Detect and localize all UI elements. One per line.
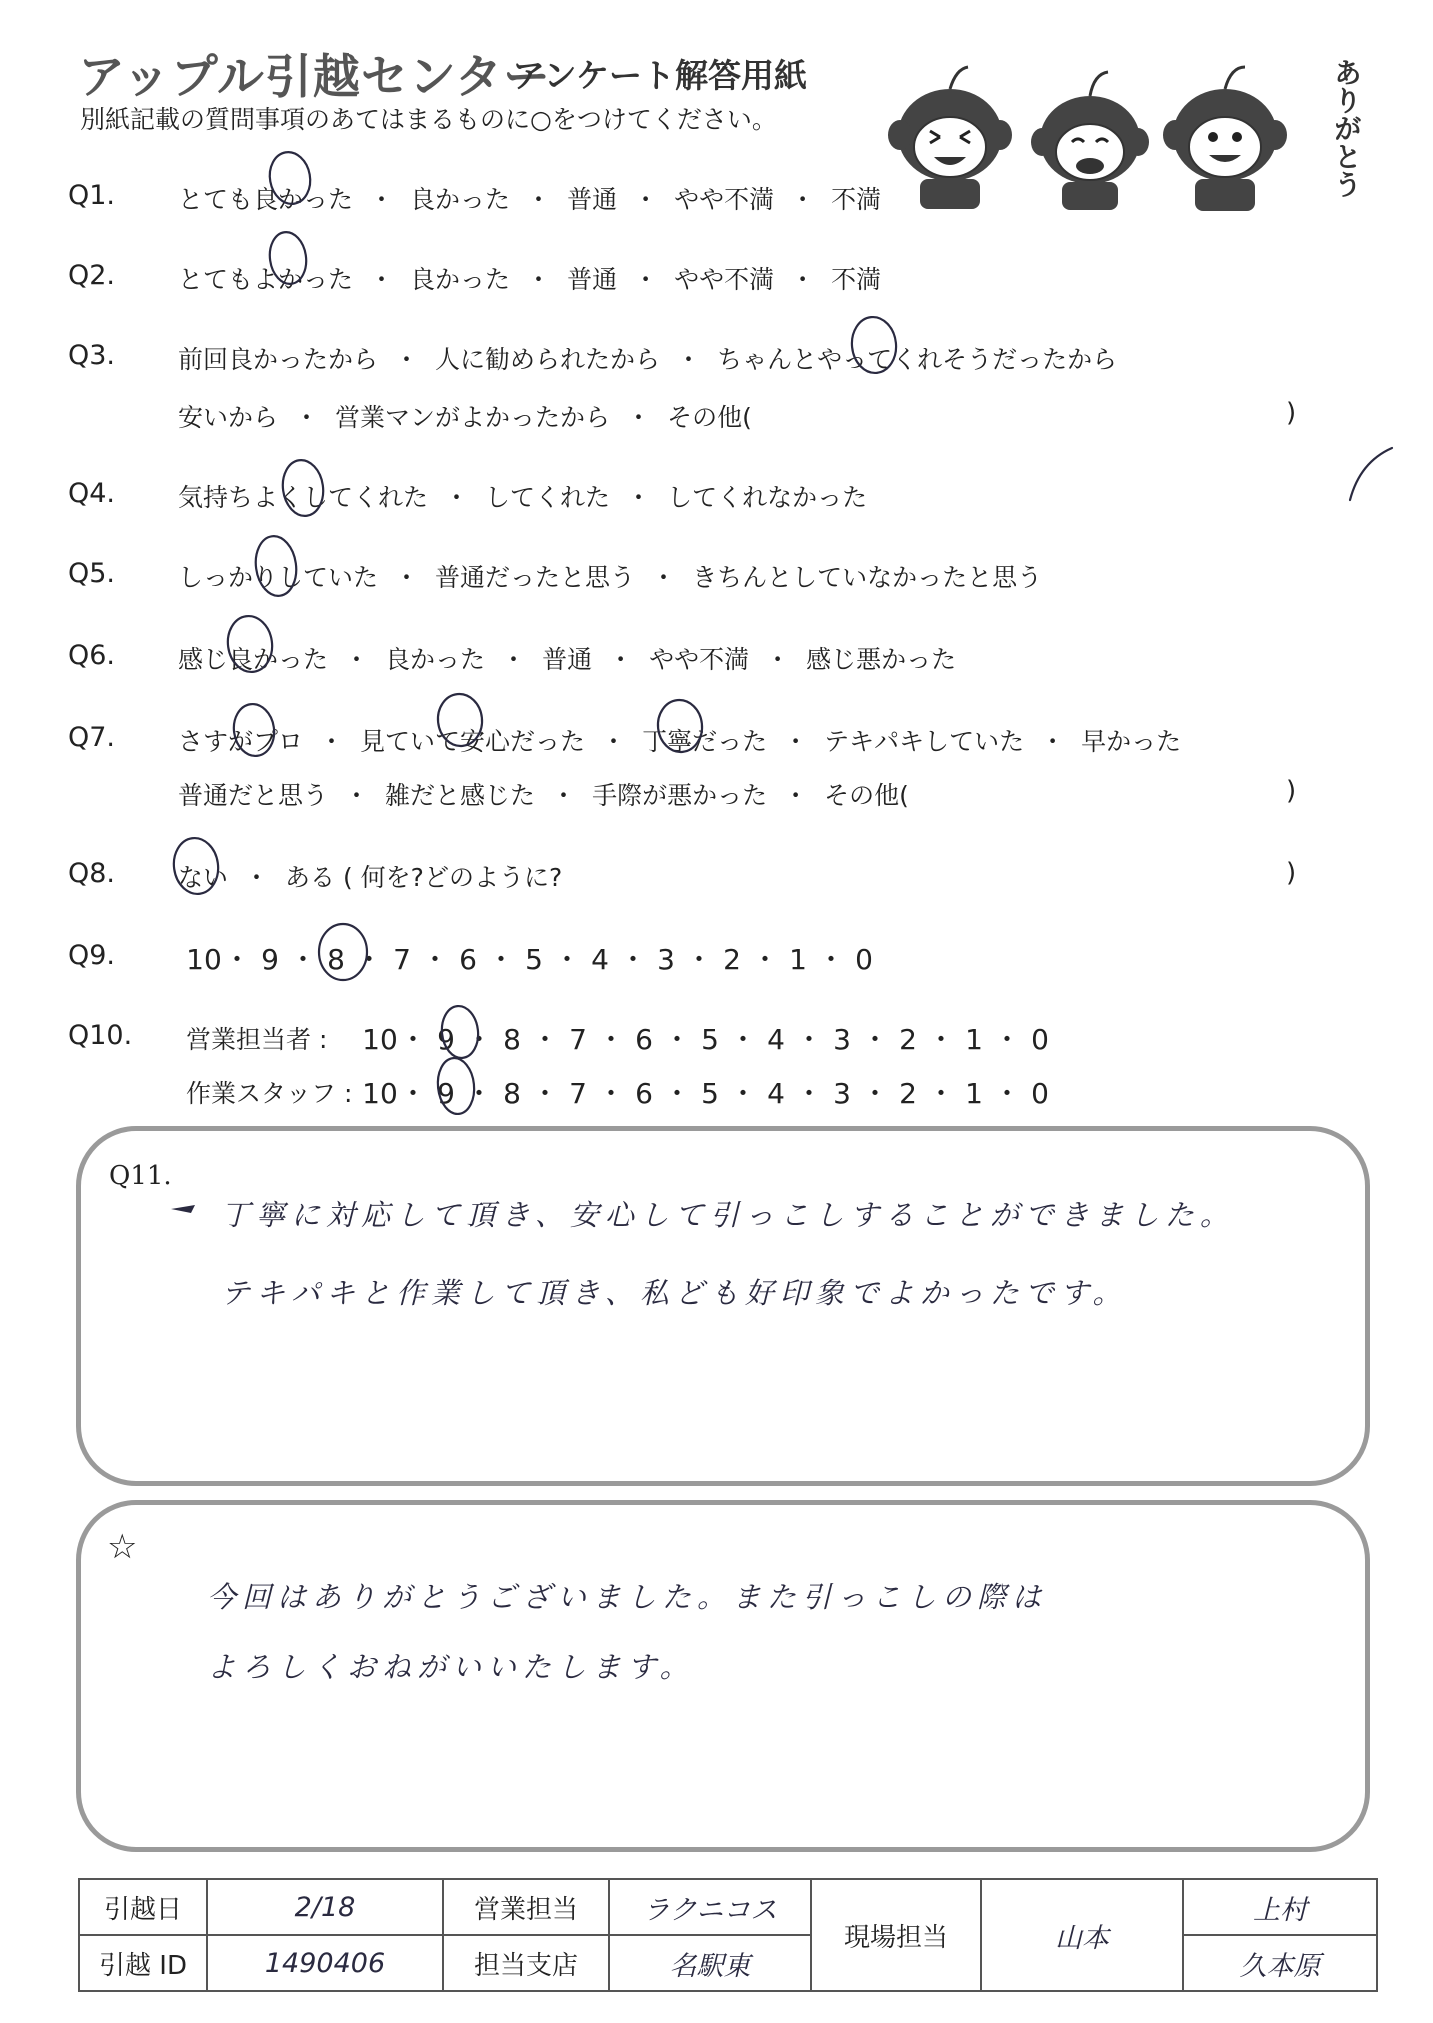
q10-sales-score[interactable]: 1 [965, 1023, 983, 1056]
q5-label: Q5. [68, 558, 116, 589]
move-id-label: 引越 ID [79, 1935, 207, 1991]
star-icon: ☆ [107, 1527, 138, 1567]
q6-option[interactable]: 感じ良かった [178, 645, 329, 674]
pen-dot-icon [169, 1201, 199, 1217]
q8-options: ない ・ ある ( 何を?どのように? [178, 863, 563, 892]
note-comment-line-2: よろしくおねがいいたします。 [207, 1650, 695, 1684]
q9-score[interactable]: 10 [186, 943, 222, 976]
q5-option[interactable]: しっかりしていた [178, 563, 379, 592]
move-date-label: 引越日 [79, 1879, 207, 1935]
q10-staff-score[interactable]: 0 [1031, 1077, 1049, 1110]
q1-label: Q1. [68, 180, 116, 211]
q9-score[interactable]: 1 [789, 943, 807, 976]
q4-option[interactable]: 気持ちよくしてくれた [178, 483, 429, 512]
q7-option[interactable]: 手際が悪かった [592, 781, 768, 810]
q9-scale: 10・ 9 ・ 8 ・ 7 ・ 6 ・ 5 ・ 4 ・ 3 ・ 2 ・ 1 ・ 0 [186, 938, 882, 978]
q3-options-row2: 安いから ・ 営業マンがよかったから ・ その他( [178, 403, 752, 432]
sales-rep-value: ラクニコス [609, 1879, 811, 1935]
stray-pen-mark [1350, 448, 1392, 500]
q7-option[interactable]: 早かった [1081, 727, 1182, 756]
q2-option[interactable]: とてもよかった [178, 265, 354, 294]
q10-sales-score[interactable]: 3 [833, 1023, 851, 1056]
q10-staff-score[interactable]: 8 [503, 1077, 521, 1110]
q5-option[interactable]: きちんとしていなかったと思う [692, 563, 1043, 592]
note-comment-line-1: 今回はありがとうございました。また引っこしの際は [207, 1580, 1048, 1614]
company-name: アップル引越センター [78, 50, 551, 105]
q7-option[interactable]: 雑だと感じた [385, 781, 536, 810]
site-staff-value-2: 上村 [1183, 1879, 1377, 1935]
q10-sales-score[interactable]: 7 [569, 1023, 587, 1056]
instruction-text: 別紙記載の質問事項のあてはまるものに○をつけてください。 [80, 105, 777, 134]
q3-option[interactable]: その他( [667, 403, 752, 432]
q10-staff-score[interactable]: 4 [767, 1077, 785, 1110]
q2-option[interactable]: 普通 [567, 265, 618, 294]
q10-sales-score[interactable]: 8 [503, 1023, 521, 1056]
q10-sales-score[interactable]: 5 [701, 1023, 719, 1056]
q3-option[interactable]: 前回良かったから [178, 345, 379, 374]
q9-score[interactable]: 3 [657, 943, 675, 976]
q10-staff-label: 作業スタッフ : [186, 1079, 353, 1108]
sales-rep-label: 営業担当 [443, 1879, 609, 1935]
q8-option[interactable]: ある ( 何を?どのように? [285, 863, 563, 892]
q8-option[interactable]: ない [178, 863, 229, 892]
q3-option[interactable]: 営業マンがよかったから [335, 403, 611, 432]
q4-label: Q4. [68, 478, 116, 509]
q7-options-row1: さすがプロ ・ 見ていて安心だった ・ 丁寧だった ・ テキパキしていた ・ 早かった [178, 727, 1182, 756]
q10-sales-scale: 10・ 9 ・ 8 ・ 7 ・ 6 ・ 5 ・ 4 ・ 3 ・ 2 ・ 1 ・ 0 [362, 1018, 1058, 1058]
q6-option[interactable]: 感じ悪かった [806, 645, 957, 674]
q6-option[interactable]: 良かった [385, 645, 486, 674]
q10-staff-score[interactable]: 2 [899, 1077, 917, 1110]
q2-option[interactable]: 不満 [831, 265, 882, 294]
q11-comment-line-1: 丁寧に対応して頂き、安心して引っこしすることができました。 [221, 1198, 1235, 1232]
q7-options-row2: 普通だと思う ・ 雑だと感じた ・ 手際が悪かった ・ その他( [178, 781, 909, 810]
q10-label: Q10. [68, 1020, 133, 1051]
q10-sales-label: 営業担当者 : [186, 1025, 328, 1054]
q11-comment-line-2: テキパキと作業して頂き、私ども好印象でよかったです。 [221, 1276, 1128, 1310]
q7-option[interactable]: 見ていて安心だった [360, 727, 586, 756]
q3-options-row1: 前回良かったから ・ 人に勧められたから ・ ちゃんとやってくれそうだったから [178, 345, 1118, 374]
q6-option[interactable]: やや不満 [649, 645, 750, 674]
q9-score[interactable]: 5 [525, 943, 543, 976]
q8-paren-close: ) [1286, 858, 1297, 888]
q2-label: Q2. [68, 260, 116, 291]
q1-option[interactable]: とても良かった [178, 185, 354, 214]
q3-paren-close: ) [1286, 398, 1297, 428]
monkey-1-icon [888, 67, 1012, 209]
branch-value: 名駅東 [609, 1935, 811, 1991]
q9-label: Q9. [68, 940, 116, 971]
branch-label: 担当支店 [443, 1935, 609, 1991]
q2-option[interactable]: 良かった [410, 265, 511, 294]
q8-label: Q8. [68, 858, 116, 889]
q10-sales-score[interactable]: 10 [362, 1023, 398, 1056]
monkey-3-icon [1163, 67, 1287, 211]
move-date-value: 2/18 [207, 1879, 443, 1935]
q10-staff-scale: 10・ 9 ・ 8 ・ 7 ・ 6 ・ 5 ・ 4 ・ 3 ・ 2 ・ 1 ・ 0 [362, 1072, 1058, 1112]
q10-sales-score[interactable]: 9 [437, 1023, 455, 1056]
q7-label: Q7. [68, 722, 116, 753]
q3-option[interactable]: ちゃんとやってくれそうだったから [717, 345, 1118, 374]
q10-staff-score[interactable]: 1 [965, 1077, 983, 1110]
q3-option[interactable]: 安いから [178, 403, 279, 432]
q3-label: Q3. [68, 340, 116, 371]
q10-staff-score[interactable]: 9 [437, 1077, 455, 1110]
q9-score[interactable]: 7 [393, 943, 411, 976]
q5-option[interactable]: 普通だったと思う [435, 563, 636, 592]
q10-sales-score[interactable]: 6 [635, 1023, 653, 1056]
q10-staff-score[interactable]: 7 [569, 1077, 587, 1110]
q6-options: 感じ良かった ・ 良かった ・ 普通 ・ やや不満 ・ 感じ悪かった [178, 645, 957, 674]
monkey-2-icon [1031, 72, 1149, 210]
site-staff-value-3: 久本原 [1183, 1935, 1377, 1991]
q9-score[interactable]: 6 [459, 943, 477, 976]
q5-options: しっかりしていた ・ 普通だったと思う ・ きちんとしていなかったと思う [178, 563, 1043, 592]
mascot-message: ありがとう [1330, 58, 1363, 198]
form-title: アンケート解答用紙 [512, 56, 808, 95]
q10-sales-score[interactable]: 4 [767, 1023, 785, 1056]
site-staff-label: 現場担当 [811, 1879, 981, 1991]
q1-option[interactable]: 不満 [831, 185, 882, 214]
q4-option[interactable]: してくれた [485, 483, 611, 512]
q4-options: 気持ちよくしてくれた ・ してくれた ・ してくれなかった [178, 483, 868, 512]
q10-staff-score[interactable]: 10 [362, 1077, 398, 1110]
q9-score[interactable]: 0 [855, 943, 873, 976]
q6-label: Q6. [68, 640, 116, 671]
q10-sales-score[interactable]: 0 [1031, 1023, 1049, 1056]
q9-score[interactable]: 2 [723, 943, 741, 976]
q7-option[interactable]: さすがプロ [178, 727, 304, 756]
q9-score[interactable]: 4 [591, 943, 609, 976]
site-staff-value-1: 山本 [981, 1879, 1183, 1991]
q11-comment-box [76, 1126, 1370, 1486]
q1-options: とても良かった ・ 良かった ・ 普通 ・ やや不満 ・ 不満 [178, 185, 882, 214]
q2-option[interactable]: やや不満 [674, 265, 775, 294]
mascot-monkeys-illustration [880, 40, 1350, 220]
q7-paren-close: ) [1286, 776, 1297, 806]
q11-label: Q11. [109, 1161, 172, 1191]
q1-option[interactable]: 普通 [567, 185, 618, 214]
q10-staff-score[interactable]: 6 [635, 1077, 653, 1110]
q7-option[interactable]: 普通だと思う [178, 781, 329, 810]
q2-options: とてもよかった ・ 良かった ・ 普通 ・ やや不満 ・ 不満 [178, 265, 882, 294]
q9-score[interactable]: 9 [261, 943, 279, 976]
move-info-table [78, 1878, 1378, 1992]
note-comment-box [76, 1500, 1370, 1852]
q1-option[interactable]: やや不満 [674, 185, 775, 214]
move-id-value: 1490406 [207, 1935, 443, 1991]
q7-option[interactable]: テキパキしていた [824, 727, 1025, 756]
q7-option[interactable]: その他( [824, 781, 909, 810]
q9-score[interactable]: 8 [327, 943, 345, 976]
q7-option[interactable]: 丁寧だった [642, 727, 768, 756]
q3-option[interactable]: 人に勧められたから [435, 345, 661, 374]
q6-option[interactable]: 普通 [542, 645, 593, 674]
q10-sales-score[interactable]: 2 [899, 1023, 917, 1056]
q10-staff-score[interactable]: 5 [701, 1077, 719, 1110]
q4-option[interactable]: してくれなかった [667, 483, 868, 512]
q1-option[interactable]: 良かった [410, 185, 511, 214]
q10-staff-score[interactable]: 3 [833, 1077, 851, 1110]
